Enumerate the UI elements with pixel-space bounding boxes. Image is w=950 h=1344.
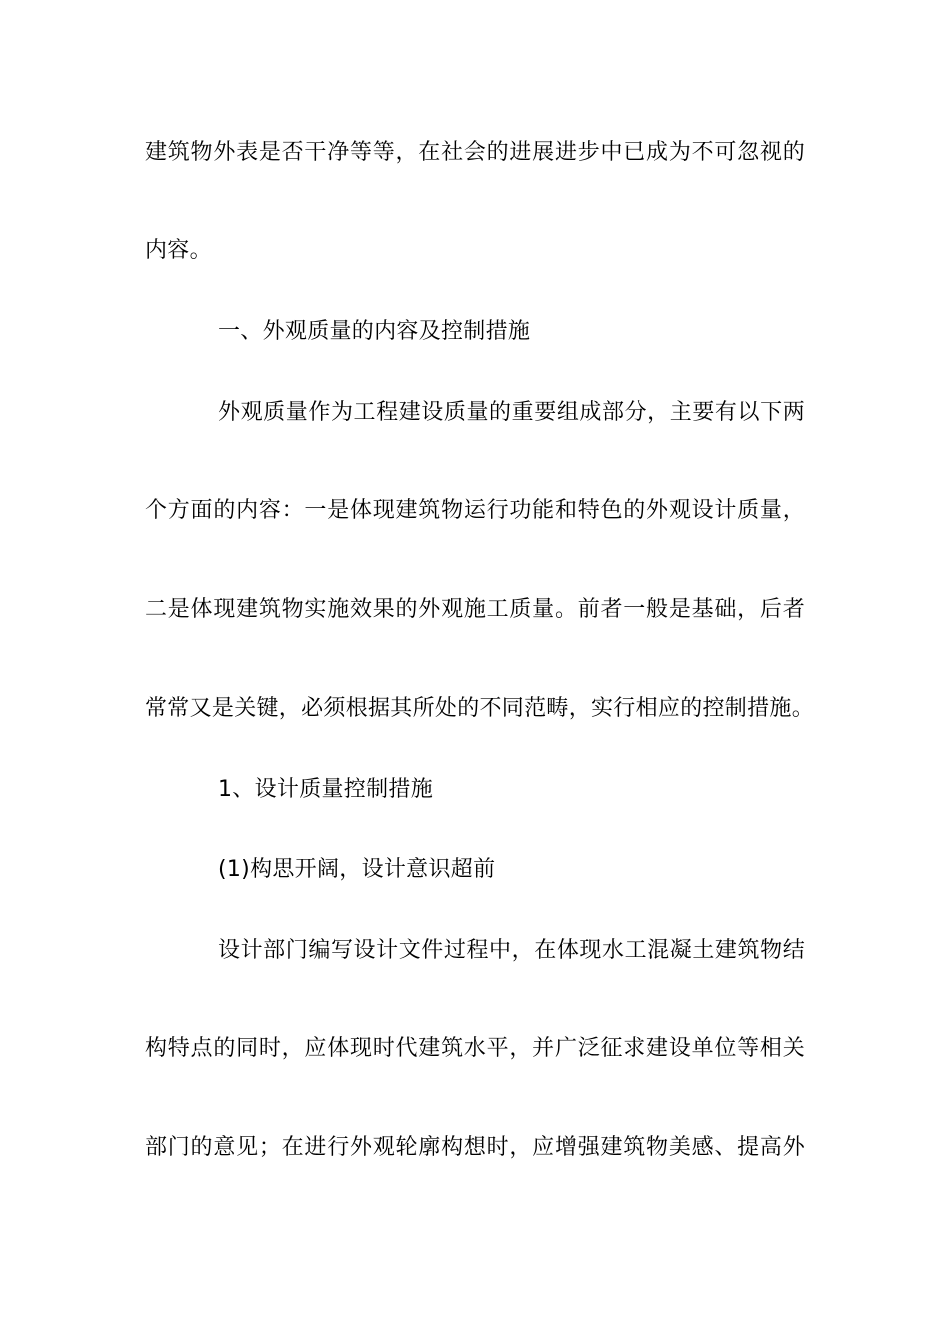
paragraph-line-2: 个方面的内容：一是体现建筑物运行功能和特色的外观设计质量，	[145, 498, 805, 523]
paragraph-continuation-line-1: 建筑物外表是否干净等等，在社会的进展进步中已成为不可忽视的	[145, 140, 805, 165]
section-heading-1: 一、外观质量的内容及控制措施	[218, 319, 531, 344]
paragraph2-line-2: 构特点的同时，应体现时代建筑水平，并广泛征求建设单位等相关	[145, 1036, 805, 1061]
subsection-heading-1: 1、设计质量控制措施	[218, 777, 433, 802]
paragraph-continuation-line-2: 内容。	[145, 238, 212, 263]
paragraph-line-3: 二是体现建筑物实施效果的外观施工质量。前者一般是基础，后者	[145, 597, 805, 622]
paragraph2-line-1: 设计部门编写设计文件过程中，在体现水工混凝土建筑物结	[218, 938, 805, 963]
paragraph-line-4: 常常又是关键，必须根据其所处的不同范畴，实行相应的控制措施。	[145, 696, 815, 721]
paragraph2-line-3: 部门的意见；在进行外观轮廓构想时，应增强建筑物美感、提高外	[145, 1135, 805, 1160]
subsection-item-1: (1)构思开阔，设计意识超前	[218, 857, 496, 882]
paragraph-line-1: 外观质量作为工程建设质量的重要组成部分，主要有以下两	[218, 400, 805, 425]
